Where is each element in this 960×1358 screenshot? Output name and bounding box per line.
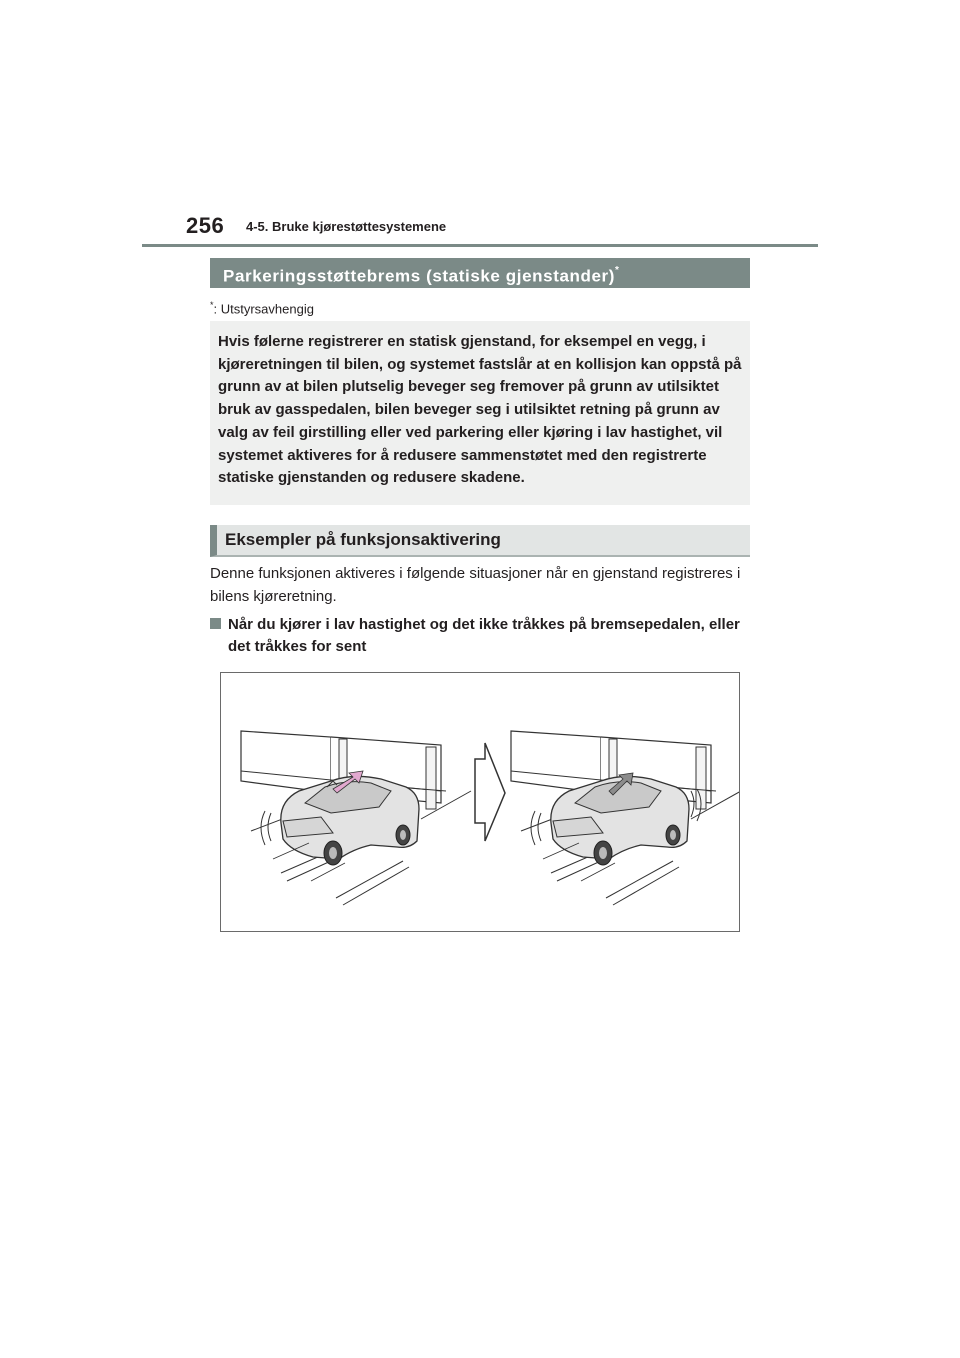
bullet-square-icon — [210, 618, 221, 629]
info-box — [210, 321, 750, 505]
arrow-right-icon — [475, 743, 505, 841]
footnote-text: : Utstyrsavhengig — [213, 301, 314, 317]
info-text: Hvis følerne registrerer en statisk gjenstand, for eksempel en vegg, i kjøreretningen til bilen, og systemet fastslår at en kollisjon kan oppstå på grunn av at bilen plutselig beveger seg fremover på grunn av utilsiktet bruk av gasspedalen, bilen beveger seg i utilsiktet retning på grunn av valg av feil girstilling eller ved parkering eller kjøring i lav hastighet, vil systemet aktiveres for å redusere sammenstøtet med den registrerte statiske gjenstanden og redusere skadene. — [218, 333, 742, 487]
footnote-marker: * — [615, 265, 620, 276]
section-title-text: Parkeringsstøttebrems (statiske gjenstander) — [223, 266, 616, 286]
scene-before — [241, 731, 471, 905]
page-number: 256 — [186, 213, 225, 238]
body-text: Denne funksjonen aktiveres i følgende situasjoner når en gjenstand registreres i bilens kjøreretning. — [210, 565, 741, 605]
illustration-svg — [221, 673, 739, 931]
section-path: 4-5. Bruke kjørestøttesystemene — [246, 219, 447, 234]
bullet-text: Når du kjører i lav hastighet og det ikke tråkkes på bremsepedalen, eller det tråkkes for sent — [228, 616, 740, 655]
illustration — [220, 672, 740, 932]
subheading: Eksempler på funksjonsaktivering — [210, 525, 750, 557]
footnote — [210, 300, 314, 316]
footnote-asterisk: * — [210, 300, 214, 310]
bullet-item — [210, 614, 750, 658]
scene-after — [511, 731, 739, 905]
section-title — [210, 258, 750, 288]
header-rule — [142, 244, 818, 247]
